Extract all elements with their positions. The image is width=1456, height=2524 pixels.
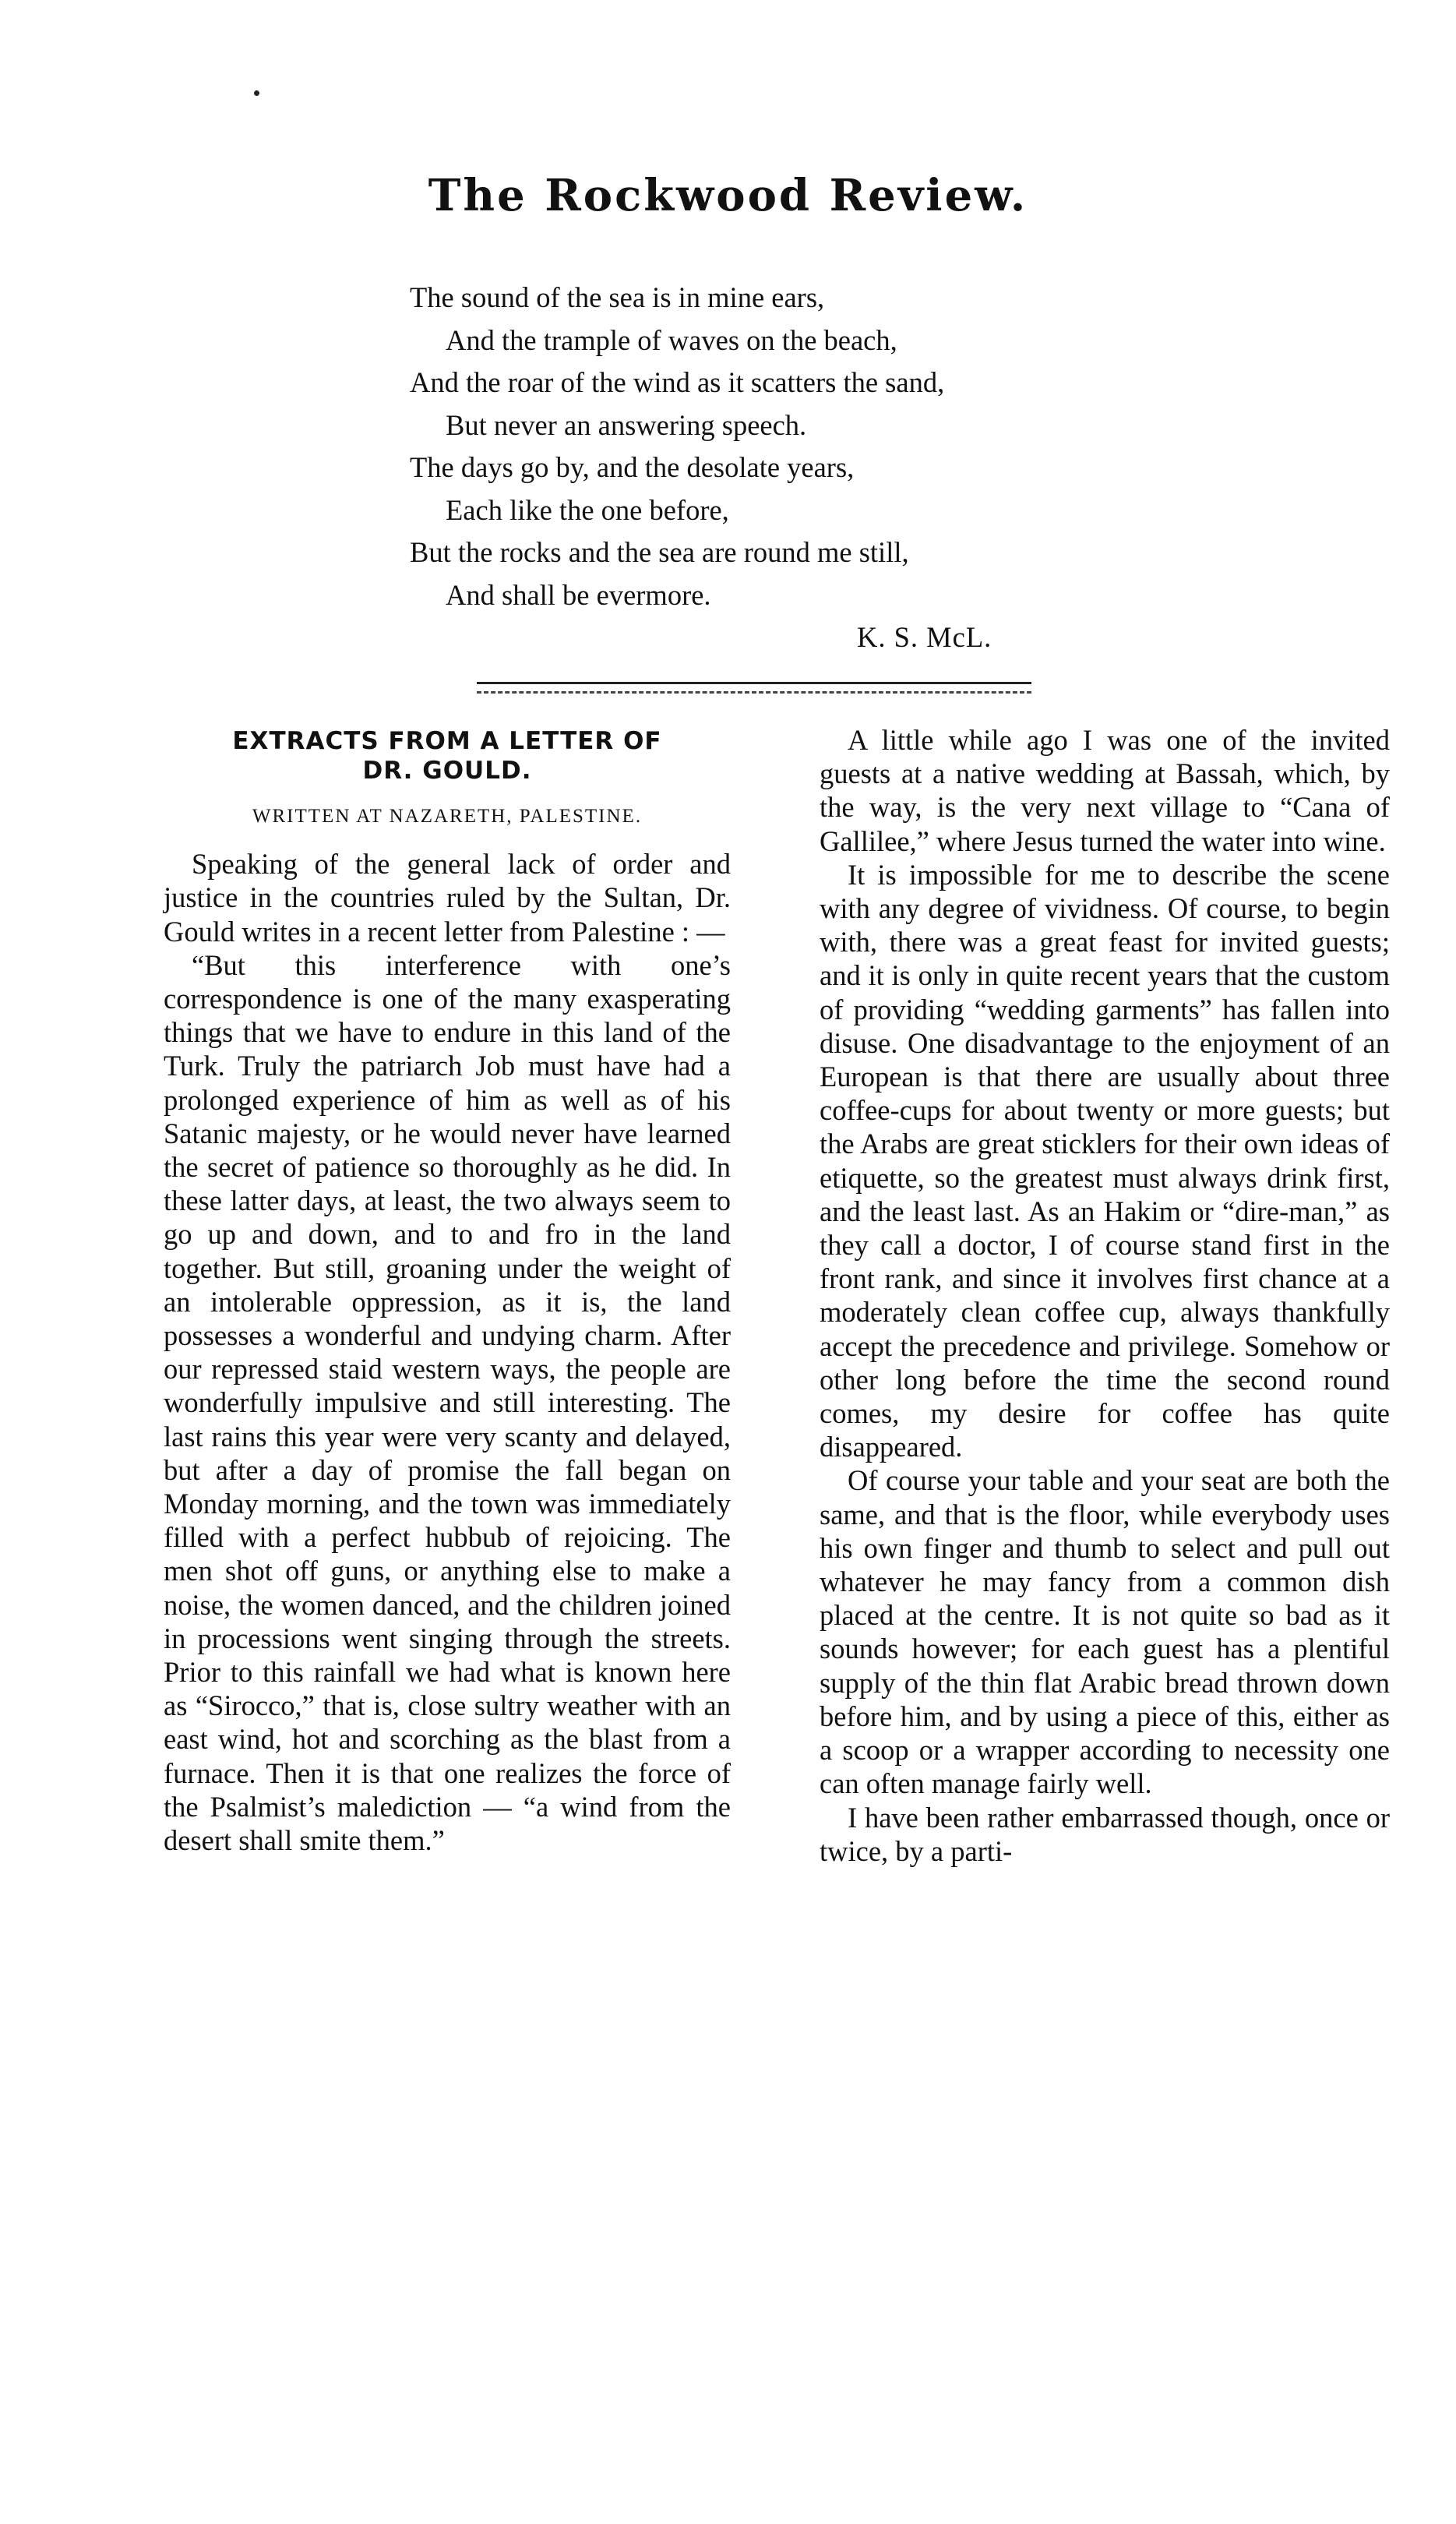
poem-line: But the rocks and the sea are round me still, <box>410 536 909 568</box>
article-heading-line: EXTRACTS FROM A LETTER OF <box>232 727 662 755</box>
paragraph: Of course your table and your seat are both the same, and that is the floor, while everybody uses his own finger and thumb to select and pull out whatever he may fancy from a common dish placed at the centre. It is not quite so bad as it sounds however; for each guest has a plentiful supply of the thin flat Arabic bread thrown down before him, and by using a piece of this, either as a scoop or a wrapper according to necessity one can often manage fairly well. <box>820 1464 1390 1800</box>
poem-line: And the trample of waves on the beach, <box>446 323 897 356</box>
poem-line: The sound of the sea is in mine ears, <box>410 281 825 313</box>
paragraph: I have been rather embarrassed though, once or twice, by a parti- <box>820 1801 1390 1867</box>
poem-line: And shall be evermore. <box>446 578 711 611</box>
ink-speck <box>254 90 259 96</box>
article-byline: WRITTEN AT NAZARETH, PALESTINE. <box>252 806 643 827</box>
right-column <box>820 723 1390 1868</box>
poem-line: But never an answering speech. <box>446 408 807 441</box>
article-heading-line: DR. GOULD. <box>362 757 532 785</box>
poem <box>410 277 1267 659</box>
paragraph: It is impossible for me to describe the scene with any degree of vividness. Of course, to begin with, there was a great feast for invited guests; and it is only in quite recent years that the custom of providing “wedding garments” has fallen into disuse. One disadvantage to the enjoyment of an European is that there are usually about three coffee-cups for about twenty or more guests; but the Arabs are great sticklers for their own ideas of etiquette, so the greatest must always drink first, and the least last. As an Hakim or “dire-man,” as they call a doctor, I of course stand first in the front rank, and since it involves first chance at a moderately clean coffee cup, always thankfully accept the precedence and privilege. Somehow or other long before the time the second round comes, my desire for coffee has quite disappeared. <box>820 858 1390 1463</box>
poem-line: Each like the one before, <box>446 493 729 526</box>
paragraph: Speaking of the general lack of order and justice in the countries ruled by the Sultan, Dr. Gould writes in a recent letter from Palestine : — <box>164 848 731 948</box>
poem-line: The days go by, and the desolate years, <box>410 451 855 483</box>
poem-signature: K. S. McL. <box>857 621 992 653</box>
section-divider <box>477 691 1031 694</box>
poem-line: And the roar of the wind as it scatters the sand, <box>410 366 945 398</box>
paragraph: A little while ago I was one of the invited guests at a native wedding at Bassah, which, by the way, is the very next village to “Cana of Gallilee,” where Jesus turned the water into wine. <box>820 724 1390 857</box>
paragraph: “But this interference with one’s correspondence is one of the many exasperating things that we have to endure in this land of the Turk. Truly the patriarch Job must have had a prolonged experience of him as well as of his Satanic majesty, or he would never have learned the secret of patience so thoroughly as he did. In these latter days, at least, the two always seem to go up and down, and to and fro in the land together. But still, groaning under the weight of an intolerable oppression, as it is, the land possesses a wonderful and undying charm. After our repressed staid western ways, the people are wonderfully impulsive and still interesting. The last rains this year were very scanty and delayed, but after a day of promise the fall began on Monday morning, and the town was immediately filled with a perfect hubbub of rejoicing. The men shot off guns, or anything else to make a noise, the women danced, and the children joined in processions went singing through the streets. Prior to this rainfall we had what is known here as “Sirocco,” that is, close sultry weather with an east wind, hot and scorching as the blast from a furnace. Then it is that one realizes the force of the Psalmist’s malediction — “a wind from the desert shall smite them.” <box>164 948 731 1857</box>
section-divider <box>477 682 1031 684</box>
article-heading <box>164 726 731 785</box>
left-column <box>164 723 731 1857</box>
masthead-title: The Rockwood Review. <box>428 170 1028 221</box>
